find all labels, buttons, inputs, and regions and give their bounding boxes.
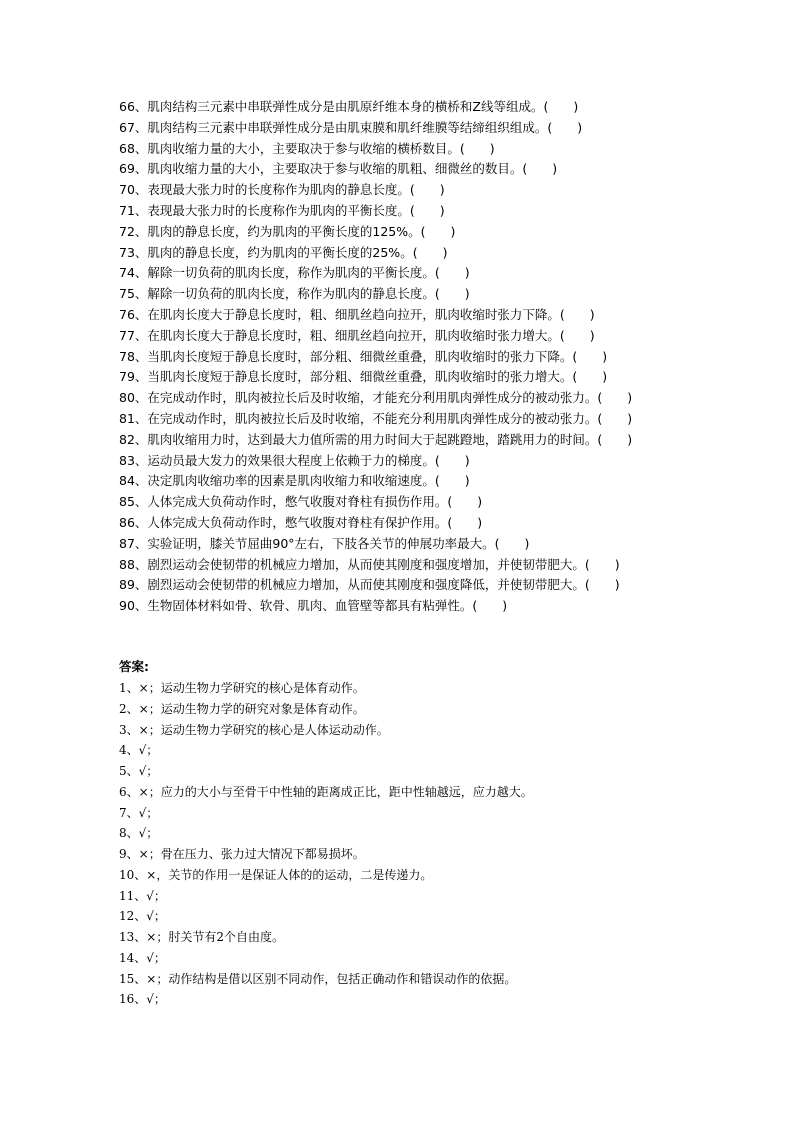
answer-list — [119, 678, 779, 1010]
question-item: 66、肌肉结构三元素中串联弹性成分是由肌原纤维本身的横桥和Z线等组成。( ) — [119, 99, 579, 114]
answer-item: 1、×；运动生物力学研究的核心是体育动作。 — [119, 681, 365, 695]
question-item: 80、在完成动作时，肌肉被拉长后及时收缩，才能充分利用肌肉弹性成分的被动张力。( ) — [119, 390, 633, 406]
question-item: 78、当肌肉长度短于静息长度时，部分粗、细微丝重叠，肌肉收缩时的张力下降。( ) — [119, 348, 608, 364]
answer-item: 14、√； — [119, 950, 166, 965]
question-item: 85、人体完成大负荷动作时，憋气收腹对脊柱有损伤作用。( ) — [119, 494, 483, 510]
question-item: 77、在肌肉长度大于静息长度时，粗、细肌丝趋向拉开，肌肉收缩时张力增大。( ) — [119, 327, 595, 343]
answer-item: 10、×，关节的作用一是保证人体的的运动，二是传递力。 — [119, 867, 433, 882]
question-item: 76、在肌肉长度大于静息长度时，粗、细肌丝趋向拉开，肌肉收缩时张力下降。( ) — [119, 306, 595, 322]
question-item: 72、肌肉的静息长度，约为肌肉的平衡长度的125%。( ) — [119, 223, 456, 239]
answer-item: 6、×；应力的大小与至骨干中性轴的距离成正比，距中性轴越远，应力越大。 — [119, 784, 533, 799]
answer-item: 15、×；动作结构是借以区别不同动作，包括正确动作和错误动作的依据。 — [119, 971, 517, 986]
answer-item: 4、√； — [119, 743, 159, 758]
answer-item: 7、√； — [119, 805, 159, 820]
question-item: 71、表现最大张力时的长度称作为肌肉的平衡长度。( ) — [119, 202, 445, 218]
question-item: 84、决定肌肉收缩功率的因素是肌肉收缩力和收缩速度。( ) — [119, 473, 470, 489]
question-item: 81、在完成动作时，肌肉被拉长后及时收缩，不能充分利用肌肉弹性成分的被动张力。( ) — [119, 410, 633, 426]
question-item: 89、剧烈运动会使韧带的机械应力增加，从而使其刚度和强度降低，并使韧带肥大。( ) — [119, 577, 620, 593]
question-item: 75、解除一切负荷的肌肉长度，称作为肌肉的静息长度。( ) — [119, 286, 470, 302]
question-item: 90、生物固体材料如骨、软骨、肌肉、血管壁等都具有粘弹性。( ) — [119, 598, 508, 614]
question-item: 79、当肌肉长度短于静息长度时，部分粗、细微丝重叠，肌肉收缩时的张力增大。( ) — [119, 369, 608, 385]
question-item: 87、实验证明，膝关节屈曲90°左右，下肢各关节的伸展功率最大。( ) — [119, 535, 530, 551]
question-item: 69、肌肉收缩力量的大小，主要取决于参与收缩的肌粗、细微丝的数目。( ) — [119, 161, 558, 177]
question-list — [119, 97, 779, 617]
answer-item: 13、×；肘关节有2个自由度。 — [119, 930, 284, 944]
answer-item: 12、√； — [119, 909, 166, 924]
question-item: 68、肌肉收缩力量的大小，主要取决于参与收缩的横桥数目。( ) — [119, 140, 495, 156]
question-item: 73、肌肉的静息长度，约为肌肉的平衡长度的25%。( ) — [119, 244, 448, 260]
question-item: 67、肌肉结构三元素中串联弹性成分是由肌束膜和肌纤维膜等结缔组织组成。( ) — [119, 119, 583, 135]
answer-item: 2、×；运动生物力学的研究对象是体育动作。 — [119, 701, 365, 716]
answer-item: 8、√； — [119, 826, 159, 841]
answer-heading: 答案: — [119, 659, 149, 674]
question-item: 86、人体完成大负荷动作时，憋气收腹对脊柱有保护作用。( ) — [119, 514, 483, 530]
answer-item: 5、√； — [119, 764, 159, 778]
answer-item: 11、√； — [119, 888, 166, 903]
question-item: 88、剧烈运动会使韧带的机械应力增加，从而使其刚度和强度增加，并使韧带肥大。( ) — [119, 556, 620, 572]
question-item: 74、解除一切负荷的肌肉长度，称作为肌肉的平衡长度。( ) — [119, 265, 470, 281]
answer-item: 9、×；骨在压力、张力过大情况下都易损坏。 — [119, 847, 365, 861]
answer-item: 3、×；运动生物力学研究的核心是人体运动动作。 — [119, 722, 389, 737]
question-item: 82、肌肉收缩用力时，达到最大力值所需的用力时间大于起跳蹬地，踏跳用力的时间。( ) — [119, 431, 633, 447]
question-item: 70、表现最大张力时的长度称作为肌肉的静息长度。( ) — [119, 182, 445, 198]
question-item: 83、运动员最大发力的效果很大程度上依赖于力的梯度。( ) — [119, 452, 470, 468]
answer-item: 16、√； — [119, 992, 166, 1007]
